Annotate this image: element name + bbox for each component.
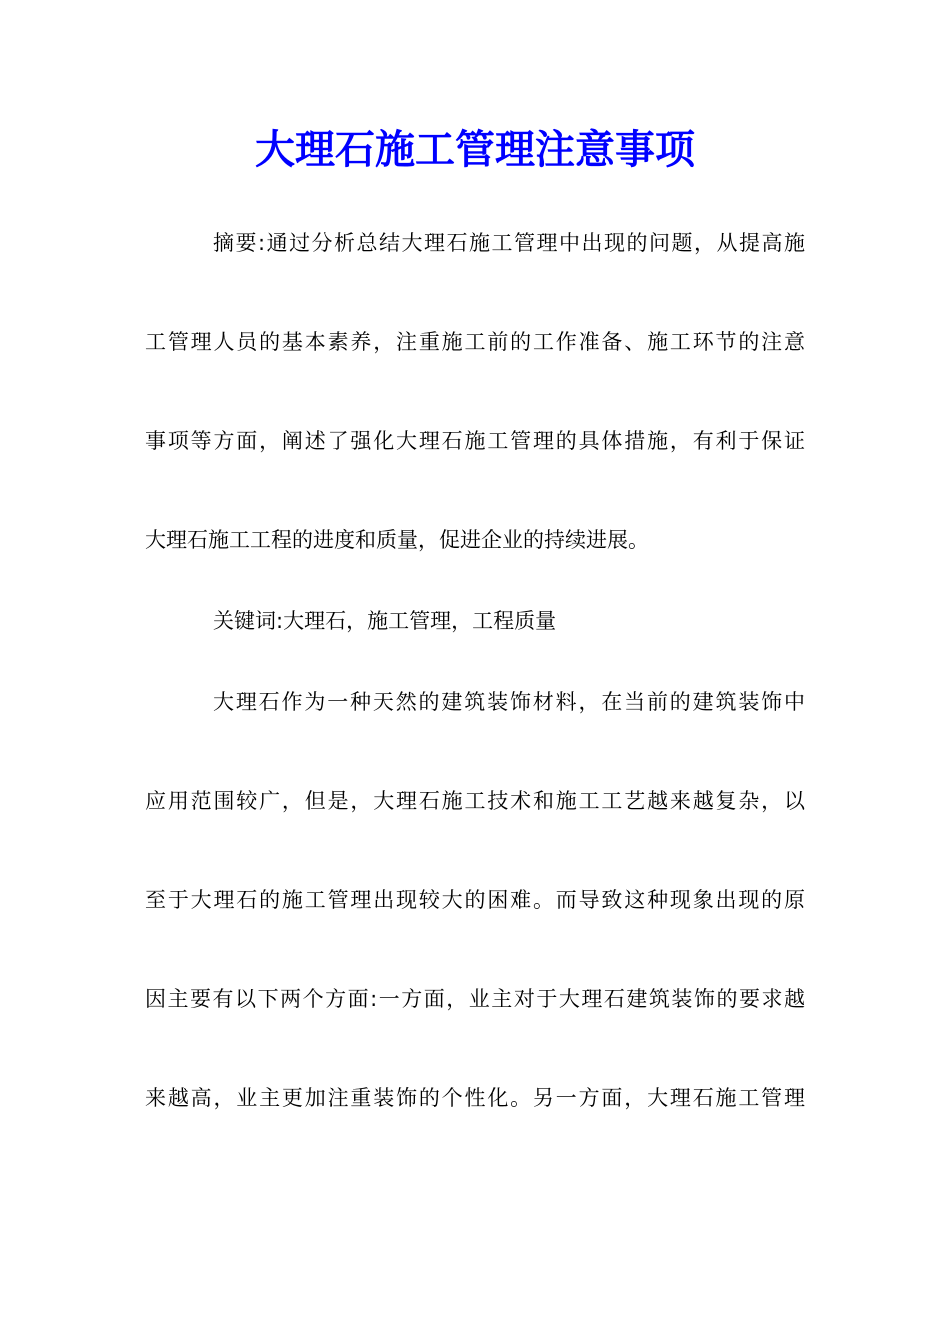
body-line-3: 至于大理石的施工管理出现较大的困难。而导致这种现象出现的原 <box>145 888 805 912</box>
body-line-5: 来越高，业主更加注重装饰的个性化。另一方面，大理石施工管理 <box>145 1086 805 1110</box>
abstract-line-2: 工管理人员的基本素养，注重施工前的工作准备、施工环节的注意 <box>145 330 805 354</box>
body-line-1: 大理石作为一种天然的建筑装饰材料，在当前的建筑装饰中 <box>213 690 805 714</box>
abstract-line-1: 摘要:通过分析总结大理石施工管理中出现的问题，从提高施 <box>213 231 805 255</box>
document-title: 大理石施工管理注意事项 <box>255 126 695 173</box>
keywords-line: 关键词:大理石，施工管理，工程质量 <box>213 609 557 633</box>
abstract-line-3: 事项等方面，阐述了强化大理石施工管理的具体措施，有利于保证 <box>145 429 805 453</box>
body-line-2: 应用范围较广，但是，大理石施工技术和施工工艺越来越复杂，以 <box>145 789 805 813</box>
abstract-line-4: 大理石施工工程的进度和质量，促进企业的持续进展。 <box>145 528 649 552</box>
body-line-4: 因主要有以下两个方面:一方面，业主对于大理石建筑装饰的要求越 <box>145 987 805 1011</box>
